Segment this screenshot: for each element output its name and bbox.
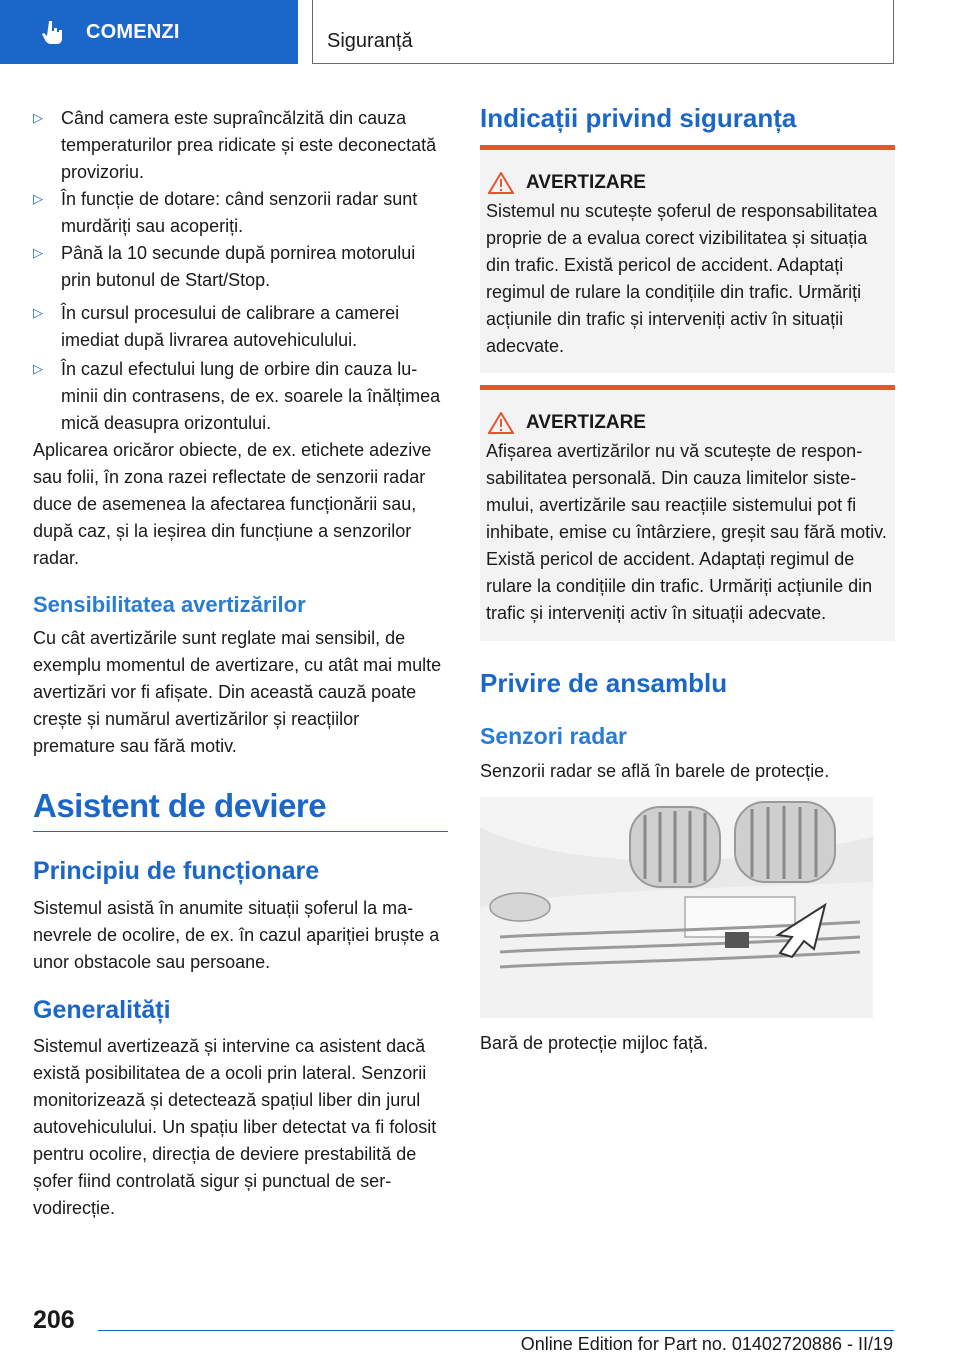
radar-heading: Senzori radar [480, 723, 627, 749]
warning-bar [480, 385, 895, 390]
triangle-bullet-icon: ▷ [33, 361, 43, 376]
list-item: ▷ Când camera este supraîncălzită din cauza temperaturilor prea ridicate și este deconectată provizoriu. [33, 105, 448, 186]
warning-bar [480, 145, 895, 150]
safety-heading: Indicații privind siguranța [480, 103, 797, 133]
principle-paragraph: Sistemul asistă în anumite situații șoferul la manevrele de ocolire, de ex. în cazul apariției bruște a unor obstacole sau persoane. [33, 898, 440, 972]
warning-triangle-icon [488, 172, 514, 194]
list-item: ▷ Până la 10 secunde după pornirea motorului prin butonul de Start/Stop. [33, 240, 448, 294]
warning-label: AVERTIZARE [526, 412, 646, 433]
warning-box [480, 145, 895, 373]
list-item: ▷ În cazul efectului lung de orbire din cauza luminii din contrasens, de ex. soarele la înălțimea mică deasupra orizontului. [33, 356, 448, 437]
warning-text: Afișarea avertizărilor nu vă scutește de responsabilitatea personală. Din cauza limitelor sistemului, avertizările sau reacțiile sistemului pot fi inhibate, emise cu întârziere, greșit sau fără motiv. Există pericol de accident. Adaptați regimul de rulare la condițiile din trafic. Urmăriți acțiunile din trafic și interveniți activ în situații adecvate. [486, 441, 887, 623]
objects-paragraph: Aplicarea oricăror obiecte, de ex. etichete adezive sau folii, în zona razei reflectate de senzorii radar duce de asemenea la afectarea funcționării sau, după caz, și la ieșirea din funcțiune a senzorilor radar. [33, 440, 432, 568]
footer-rule [98, 1330, 894, 1331]
triangle-bullet-icon: ▷ [33, 110, 43, 125]
list-item: ▷ În cursul procesului de calibrare a camerei imediat după livrarea autovehiculului. [33, 300, 448, 354]
section-title: Siguranță [327, 30, 413, 52]
car-front-illustration [480, 797, 873, 1018]
warning-box [480, 385, 895, 641]
triangle-bullet-icon: ▷ [33, 245, 43, 260]
heading-rule [33, 831, 448, 832]
warning-triangle-icon [488, 412, 514, 434]
principle-heading: Principiu de funcționare [33, 857, 320, 885]
warning-label: AVERTIZARE [526, 172, 646, 193]
triangle-bullet-icon: ▷ [33, 191, 43, 206]
sensitivity-heading: Sensibilitatea avertizărilor [33, 592, 306, 617]
chapter-label: COMENZI [86, 20, 180, 43]
sensitivity-paragraph: Cu cât avertizările sunt reglate mai sensibil, de exemplu momentul de avertizare, cu atât mai multe avertizări vor fi afișate. Din această cauză poate crește și numărul avertizărilor și reacțiilor premature sau fără motiv. [33, 628, 442, 756]
list-item: ▷ În funcție de dotare: când senzorii radar sunt murdăriți sau acoperiți. [33, 186, 448, 240]
page-number: 206 [33, 1306, 75, 1334]
radar-paragraph: Senzorii radar se află în barele de protecție. [480, 761, 830, 781]
chapter-tab[interactable] [0, 0, 298, 64]
triangle-bullet-icon: ▷ [33, 305, 43, 320]
edition-text: Online Edition for Part no. 01402720886 - II/19 [520, 1334, 893, 1354]
main-heading: Asistent de deviere [33, 787, 327, 824]
bumper-photo [480, 797, 873, 1018]
general-heading: Generalități [33, 996, 171, 1024]
overview-heading: Privire de ansamblu [480, 668, 728, 698]
section-header [312, 0, 894, 64]
general-paragraph: Sistemul avertizează și intervine ca asistent dacă există posibilitatea de a ocoli prin lateral. Senzorii monitorizează și detectează spațiul liber din jurul autovehiculului. Un spațiu liber detectat va fi folosit pentru ocolire, direcția de deviere prestabilită de șofer fiind controlată sigur și punctual de servodirecție. [33, 1036, 437, 1218]
hand-pointer-icon [40, 19, 66, 45]
warning-text: Sistemul nu scutește șoferul de responsabilitatea proprie de a evalua corect vizibilitatea și situația din trafic. Există pericol de accident. Adaptați regimul de rulare la condițiile din trafic. Urmăriți acțiunile din trafic și interveniți activ în situații adecvate. [486, 201, 878, 356]
image-caption: Bară de protecție mijloc față. [480, 1033, 709, 1053]
